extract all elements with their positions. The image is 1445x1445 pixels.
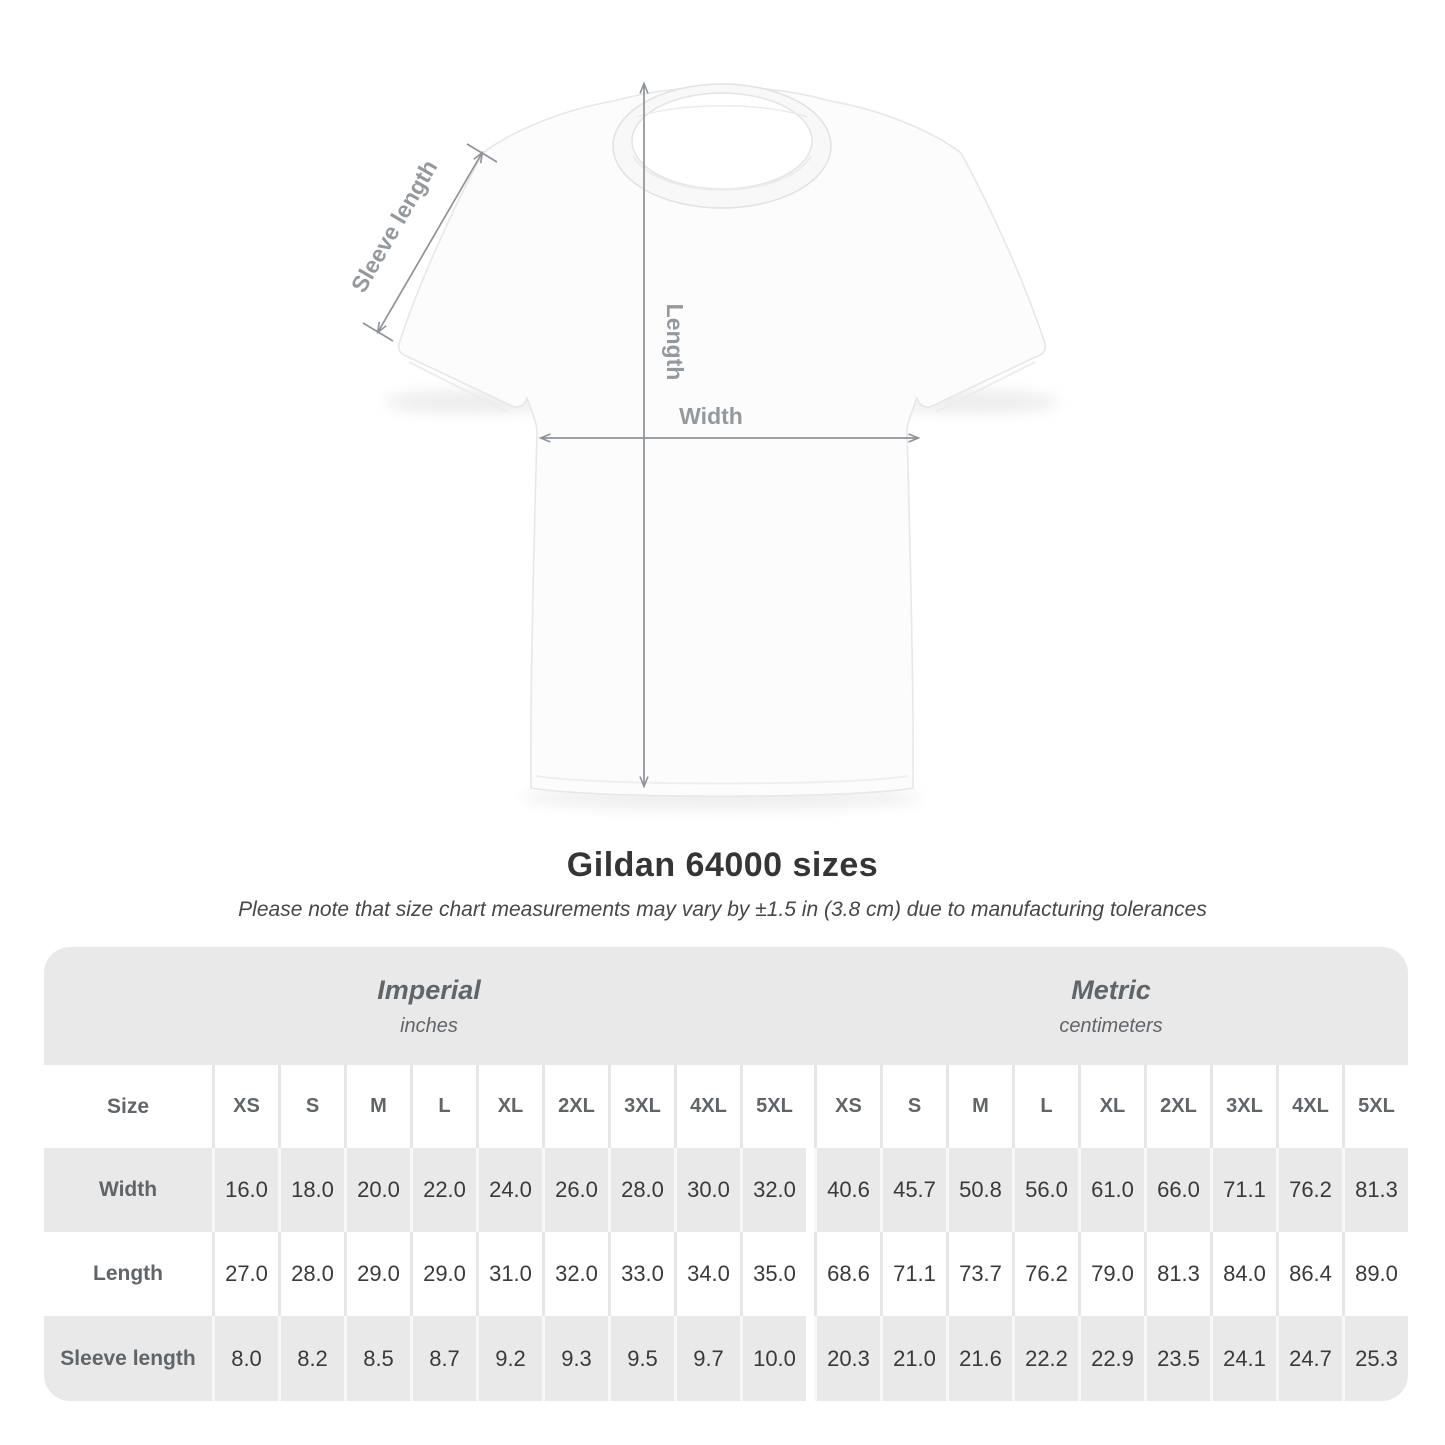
width-label: Width (679, 403, 743, 429)
page-title: Gildan 64000 sizes (566, 846, 879, 884)
table-cell: 79.0 (1078, 1232, 1144, 1316)
size-table (44, 947, 1408, 1401)
size-column-header: M (946, 1065, 1012, 1148)
table-cell: 9.2 (476, 1316, 542, 1401)
sleeve-arrow-tick-bottom (363, 323, 393, 341)
row-label: Sleeve length (44, 1316, 212, 1401)
table-cell: 22.2 (1012, 1316, 1078, 1401)
size-column-header: XL (1078, 1065, 1144, 1148)
table-cell: 8.0 (212, 1316, 278, 1401)
table-cell: 40.6 (814, 1148, 880, 1232)
table-cell: 68.6 (814, 1232, 880, 1316)
table-cell: 23.5 (1144, 1316, 1210, 1401)
size-column-header: 3XL (608, 1065, 674, 1148)
table-cell: 24.7 (1276, 1316, 1342, 1401)
table-cell: 71.1 (1210, 1148, 1276, 1232)
table-cell: 28.0 (278, 1232, 344, 1316)
tshirt-illustration (399, 84, 1046, 796)
table-cell: 32.0 (542, 1232, 608, 1316)
table-cell: 81.3 (1342, 1148, 1408, 1232)
table-cell: 76.2 (1012, 1232, 1078, 1316)
tolerance-note: Please note that size chart measurements may vary by ±1.5 in (3.8 cm) due to manufacturing tolerances (238, 898, 1207, 921)
table-cell: 50.8 (946, 1148, 1012, 1232)
size-column-header: 5XL (1342, 1065, 1408, 1148)
size-column-header: XL (476, 1065, 542, 1148)
table-cell: 9.7 (674, 1316, 740, 1401)
table-cell: 29.0 (410, 1232, 476, 1316)
table-cell: 56.0 (1012, 1148, 1078, 1232)
table-cell: 22.0 (410, 1148, 476, 1232)
table-cell: 20.3 (814, 1316, 880, 1401)
table-cell: 24.1 (1210, 1316, 1276, 1401)
table-cell: 31.0 (476, 1232, 542, 1316)
sleeve-length-label: Sleeve length (345, 155, 443, 297)
table-cell: 33.0 (608, 1232, 674, 1316)
size-column-header: 2XL (542, 1065, 608, 1148)
size-column-header: 4XL (1276, 1065, 1342, 1148)
size-column-header: 3XL (1210, 1065, 1276, 1148)
table-cell: 45.7 (880, 1148, 946, 1232)
size-column-header: L (1012, 1065, 1078, 1148)
table-cell: 8.7 (410, 1316, 476, 1401)
table-cell: 30.0 (674, 1148, 740, 1232)
section-header-metric (814, 947, 1408, 1065)
table-cell: 8.5 (344, 1316, 410, 1401)
table-cell: 28.0 (608, 1148, 674, 1232)
table-cell: 10.0 (740, 1316, 806, 1401)
length-label: Length (662, 303, 688, 381)
table-cell: 20.0 (344, 1148, 410, 1232)
size-column-header: 5XL (740, 1065, 806, 1148)
section-gap (806, 1316, 814, 1401)
table-cell: 22.9 (1078, 1316, 1144, 1401)
size-column-header: 4XL (674, 1065, 740, 1148)
row-label: Length (44, 1232, 212, 1316)
table-cell: 89.0 (1342, 1232, 1408, 1316)
table-cell: 25.3 (1342, 1316, 1408, 1401)
table-cell: 61.0 (1078, 1148, 1144, 1232)
size-column-header: M (344, 1065, 410, 1148)
table-cell: 84.0 (1210, 1232, 1276, 1316)
size-column-header: L (410, 1065, 476, 1148)
size-column-header: 2XL (1144, 1065, 1210, 1148)
table-cell: 9.3 (542, 1316, 608, 1401)
table-cell: 24.0 (476, 1148, 542, 1232)
table-cell: 21.0 (880, 1316, 946, 1401)
table-cell: 21.6 (946, 1316, 1012, 1401)
table-cell: 86.4 (1276, 1232, 1342, 1316)
table-cell: 71.1 (880, 1232, 946, 1316)
table-cell: 18.0 (278, 1148, 344, 1232)
section-gap (806, 1065, 814, 1148)
table-cell: 66.0 (1144, 1148, 1210, 1232)
table-cell: 35.0 (740, 1232, 806, 1316)
table-cell: 32.0 (740, 1148, 806, 1232)
table-cell: 26.0 (542, 1148, 608, 1232)
section-gap (806, 1232, 814, 1316)
table-cell: 16.0 (212, 1148, 278, 1232)
section-gap (806, 1148, 814, 1232)
size-corner-header: Size (44, 1065, 212, 1148)
size-column-header: XS (212, 1065, 278, 1148)
row-label: Width (44, 1148, 212, 1232)
size-column-header: S (880, 1065, 946, 1148)
table-cell: 73.7 (946, 1232, 1012, 1316)
section-unit: inches (400, 1014, 458, 1037)
table-cell: 29.0 (344, 1232, 410, 1316)
table-cell: 9.5 (608, 1316, 674, 1401)
size-column-header: XS (814, 1065, 880, 1148)
section-header-imperial (44, 947, 814, 1065)
size-column-header: S (278, 1065, 344, 1148)
table-cell: 81.3 (1144, 1232, 1210, 1316)
table-cell: 34.0 (674, 1232, 740, 1316)
section-title: Imperial (377, 974, 481, 1005)
table-cell: 27.0 (212, 1232, 278, 1316)
table-cell: 8.2 (278, 1316, 344, 1401)
table-cell: 76.2 (1276, 1148, 1342, 1232)
section-title: Metric (1071, 974, 1151, 1005)
section-unit: centimeters (1059, 1014, 1163, 1037)
